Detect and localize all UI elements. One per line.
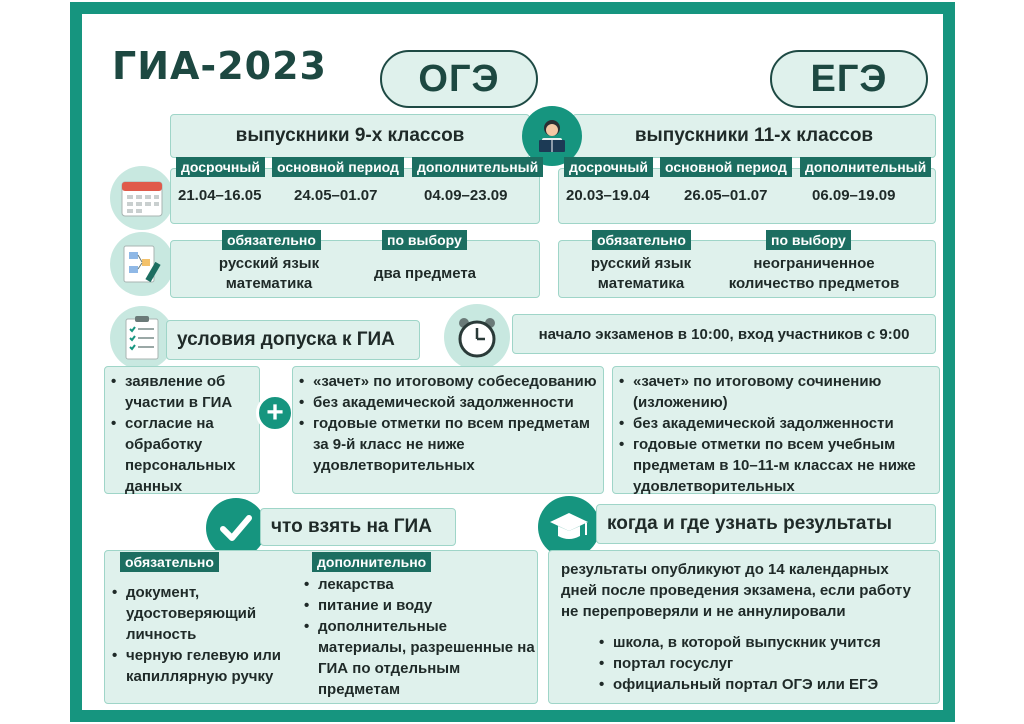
results-where-item: • официальный портал ОГЭ или ЕГЭ xyxy=(595,674,927,695)
oge-period-extra-dates: 04.09–23.09 xyxy=(424,187,508,204)
oge-required-subjects: русский язык математика xyxy=(218,255,320,292)
oge-condition: • без академической задолженности xyxy=(295,392,599,413)
results-text: результаты опубликуют до 14 календарных дней после проведения экзамена, если работу не перепроверяли и не аннулировали xyxy=(561,561,911,620)
results-heading: когда и где узнать результаты xyxy=(596,504,936,544)
oge-condition: • годовые отметки по всем предметам за 9-й класс не ниже удовлетворительных xyxy=(295,413,599,476)
diagram-icon xyxy=(110,232,174,296)
oge-graduates: выпускники 9-х классов xyxy=(170,114,530,158)
oge-condition: • «зачет» по итоговому собеседованию xyxy=(295,371,599,392)
oge-required-tag: обязательно xyxy=(222,230,321,250)
infographic xyxy=(82,14,943,710)
oge-optional-subjects: два предмета xyxy=(373,265,477,282)
take-extra-tag: дополнительно xyxy=(312,552,431,572)
oge-period-main-dates: 24.05–01.07 xyxy=(294,187,378,204)
ege-condition: • годовые отметки по всем учебным предметам в 10–11-м классах не ниже удовлетворительных xyxy=(615,434,935,497)
oge-period-main-tag: основной период xyxy=(272,157,404,177)
ege-condition: • без академической задолженности xyxy=(615,413,935,434)
ege-required-tag: обязательно xyxy=(592,230,691,250)
ege-period-early-tag: досрочный xyxy=(564,157,653,177)
ege-required-subjects: русский язык математика xyxy=(590,255,692,292)
oge-period-extra-tag: дополнительный xyxy=(412,157,543,177)
take-extra-list xyxy=(300,574,536,700)
results-box xyxy=(548,550,940,704)
results-where-item: • портал госуслуг xyxy=(595,653,927,674)
oge-period-early-dates: 21.04–16.05 xyxy=(178,187,262,204)
take-required-item: • документ, удостоверяющий личность xyxy=(108,582,304,645)
calendar-icon xyxy=(110,166,174,230)
take-extra-item: • питание и воду xyxy=(300,595,536,616)
oge-conditions xyxy=(292,366,604,494)
oge-period-early-tag: досрочный xyxy=(176,157,265,177)
common-condition: • согласие на обработку персональных данных xyxy=(107,413,255,497)
take-heading: что взять на ГИА xyxy=(260,508,456,546)
results-where-item: • школа, в которой выпускник учится xyxy=(595,632,927,653)
ege-condition: • «зачет» по итоговому сочинению (изложению) xyxy=(615,371,935,413)
common-condition: • заявление об участии в ГИА xyxy=(107,371,255,413)
exam-start-time: начало экзаменов в 10:00, вход участников с 9:00 xyxy=(512,314,936,354)
ege-graduates: выпускники 11-х классов xyxy=(572,114,936,158)
ege-period-main-tag: основной период xyxy=(660,157,792,177)
ege-optional-subjects: неограниченное количество предметов xyxy=(728,255,900,292)
take-extra-item: • дополнительные материалы, разрешенные на ГИА по отдельным предметам xyxy=(300,616,536,700)
alarm-clock-icon xyxy=(444,304,510,370)
plus-icon: + xyxy=(256,394,294,432)
graduation-cap-icon xyxy=(538,496,600,558)
ege-optional-tag: по выбору xyxy=(766,230,851,250)
ege-period-main-dates: 26.05–01.07 xyxy=(684,187,768,204)
take-required-item: • черную гелевую или капиллярную ручку xyxy=(108,645,304,687)
common-conditions xyxy=(104,366,260,494)
take-extra-item: • лекарства xyxy=(300,574,536,595)
take-required-tag: обязательно xyxy=(120,552,219,572)
ege-period-extra-dates: 06.09–19.09 xyxy=(812,187,896,204)
oge-optional-tag: по выбору xyxy=(382,230,467,250)
results-where-list xyxy=(561,632,927,695)
checkmark-icon xyxy=(206,498,266,558)
ege-conditions xyxy=(612,366,940,494)
ege-badge: ЕГЭ xyxy=(770,50,928,108)
oge-badge: ОГЭ xyxy=(380,50,538,108)
take-required-list xyxy=(108,582,304,687)
checklist-icon xyxy=(110,306,174,370)
ege-period-extra-tag: дополнительный xyxy=(800,157,931,177)
page-title: ГИА-2023 xyxy=(112,44,327,88)
admission-heading: условия допуска к ГИА xyxy=(166,320,420,360)
ege-period-early-dates: 20.03–19.04 xyxy=(566,187,650,204)
page-frame xyxy=(70,2,955,722)
